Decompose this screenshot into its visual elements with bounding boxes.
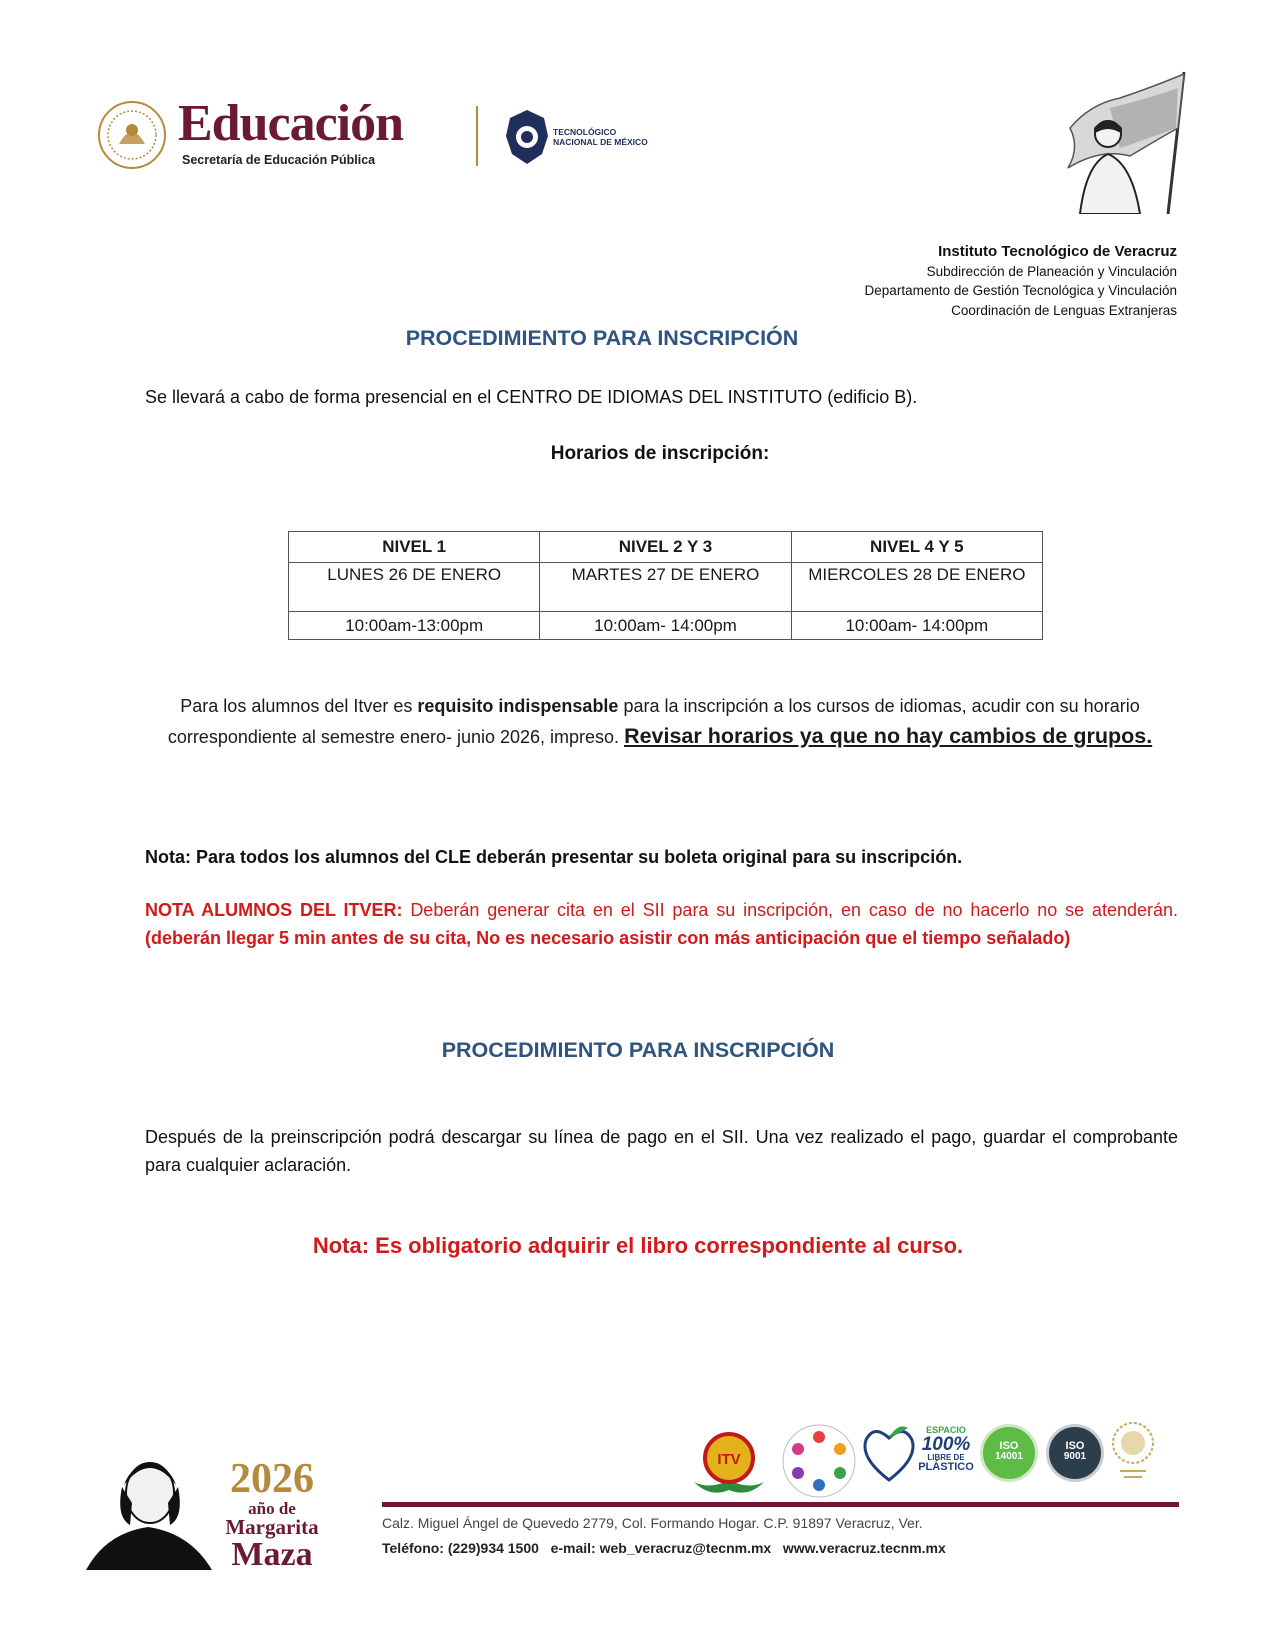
section2-title: PROCEDIMIENTO PARA INSCRIPCIÓN [441, 1038, 835, 1062]
tecnm-line1: TECNOLÓGICO [553, 127, 617, 137]
department-2: Departamento de Gestión Tecnológica y Vinculación [864, 283, 1177, 298]
flag-woman-illustration-icon [1050, 68, 1196, 214]
table-cell: MIERCOLES 28 DE ENERO [791, 563, 1042, 612]
department-1: Subdirección de Planeación y Vinculación [926, 263, 1177, 279]
iso2-label: ISO [1065, 1440, 1085, 1452]
heart-leaf-icon [858, 1420, 920, 1486]
note-cle: Nota: Para todos los alumnos del CLE deberán presentar su boleta original para su inscripción. [145, 847, 963, 867]
institution-name: Instituto Tecnológico de Veracruz [938, 243, 1177, 260]
requirement-text-1: Para los alumnos del Itver es [180, 696, 418, 716]
note-itver [145, 896, 1178, 952]
maza-name1: Margarita [225, 1515, 319, 1539]
requirement-text-2: para la inscripción a los cursos de idiomas, acudir con su horario correspondiente al semestre enero- junio 2026, impreso. [167, 696, 1140, 747]
plastic-line4: PLÁSTICO [918, 1461, 974, 1473]
section1-title: PROCEDIMIENTO PARA INSCRIPCIÓN [405, 326, 799, 350]
table-header-cell: NIVEL 4 Y 5 [791, 532, 1042, 563]
tecnm-logo-icon [504, 108, 550, 166]
footer-contact: Teléfono: (229)934 1500 e-mail: web_veracruz@tecnm.mx www.veracruz.tecnm.mx [382, 1540, 946, 1556]
table-row [289, 563, 1043, 612]
tecnm-line2: NACIONAL DE MÉXICO [553, 137, 648, 147]
requirement-bold: requisito indispensable [417, 696, 619, 716]
plastic-line3: LIBRE DE [927, 1453, 965, 1462]
margarita-maza-logo [218, 1458, 326, 1572]
table-row [289, 612, 1043, 640]
mexico-seal-icon [97, 100, 167, 170]
maza-year-sub: año de [248, 1499, 296, 1518]
footer-divider-bar [382, 1502, 1179, 1507]
iso1-label: ISO [999, 1440, 1019, 1452]
iso2-number: 9001 [1063, 1451, 1087, 1462]
requirement-emphasis: Revisar horarios ya que no hay cambios de grupos. [624, 724, 1153, 748]
iso-9001-badge [1046, 1424, 1104, 1482]
note-itver-bold: (deberán llegar 5 min antes de su cita, No es necesario asistir con más anticipación que el tiempo señalado) [145, 928, 1071, 948]
header-divider [476, 106, 478, 166]
table-header-cell: NIVEL 1 [289, 532, 540, 563]
note-itver-text: Deberán generar cita en el SII para su inscripción, en caso de no hacerlo no se atenderán. [402, 900, 1179, 920]
table-header-row [289, 532, 1043, 563]
department-3: Coordinación de Lenguas Extranjeras [951, 302, 1177, 318]
maza-name2: Maza [231, 1536, 313, 1573]
maza-year: 2026 [230, 1456, 314, 1502]
institution-block [865, 242, 1177, 320]
book-note: Nota: Es obligatorio adquirir el libro correspondiente al curso. [312, 1233, 964, 1258]
tecnm-text [553, 127, 648, 147]
table-cell: 10:00am- 14:00pm [791, 612, 1042, 640]
requirement-paragraph [160, 691, 1160, 752]
gold-seal-icon [1110, 1420, 1156, 1490]
margarita-maza-portrait-icon [86, 1445, 216, 1570]
intro-text: Se llevará a cabo de forma presencial en el CENTRO DE IDIOMAS DEL INSTITUTO (edificio B). [145, 387, 918, 407]
education-title: Educación [178, 95, 404, 152]
payment-text: Después de la preinscripción podrá descargar su línea de pago en el SII. Una vez realizado el pago, guardar el comprobante para cualquier aclaración. [145, 1127, 1178, 1175]
iso-14001-badge [980, 1424, 1038, 1482]
plastic-free-badge [918, 1426, 974, 1473]
plastic-line2: 100% [921, 1434, 971, 1455]
education-subtitle: Secretaría de Educación Pública [182, 153, 376, 167]
table-header-cell: NIVEL 2 Y 3 [540, 532, 791, 563]
iso1-number: 14001 [995, 1451, 1023, 1462]
note-itver-label: NOTA ALUMNOS DEL ITVER: [145, 900, 403, 920]
table-cell: MARTES 27 DE ENERO [540, 563, 791, 612]
schedule-heading: Horarios de inscripción: [550, 443, 770, 464]
equality-badge-icon [778, 1420, 860, 1502]
table-cell: LUNES 26 DE ENERO [289, 563, 540, 612]
footer-address: Calz. Miguel Ángel de Quevedo 2779, Col. Formando Hogar. C.P. 91897 Veracruz, Ver. [382, 1515, 923, 1531]
table-cell: 10:00am-13:00pm [289, 612, 540, 640]
itv-label: ITV [717, 1451, 741, 1468]
schedule-table [288, 531, 1043, 640]
table-cell: 10:00am- 14:00pm [540, 612, 791, 640]
plastic-line1: ESPACIO [926, 1425, 966, 1435]
itv-logo-icon [688, 1420, 770, 1500]
